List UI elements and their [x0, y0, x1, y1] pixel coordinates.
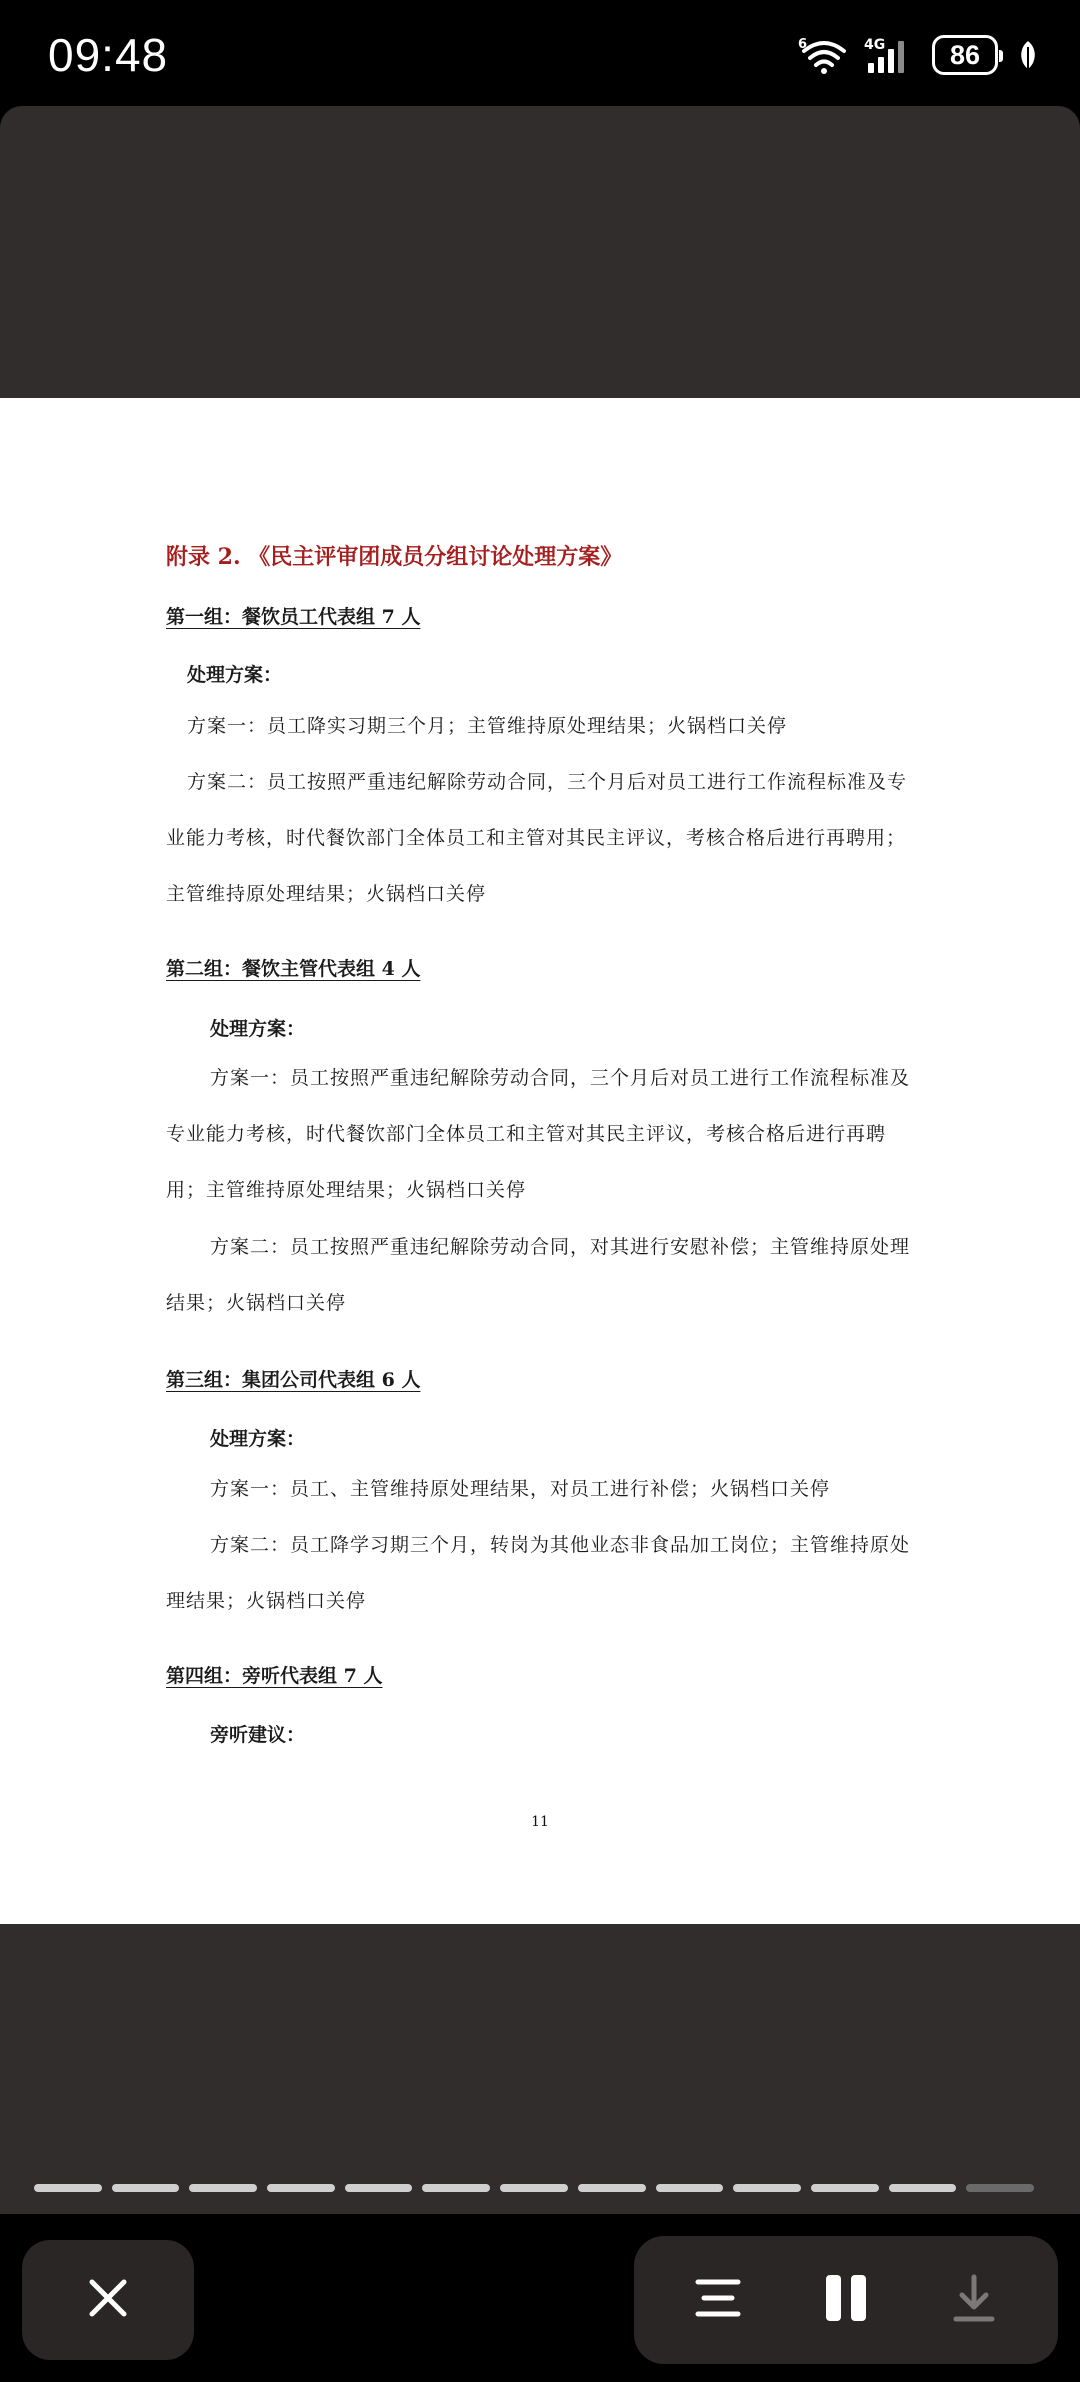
- page-number: 11: [531, 1814, 549, 1830]
- page-indicator-segment[interactable]: [811, 2184, 879, 2192]
- page-indicator[interactable]: [34, 2184, 1034, 2192]
- page-indicator-segment[interactable]: [422, 2184, 490, 2192]
- group-2-plan-1: 方案一：员工按照严重违纪解除劳动合同，三个月后对员工进行工作流程标准及专业能力考核，时代餐饮部门全体员工和主管对其民主评议，考核合格后进行再聘用；主管维持原处理结果；火锅档口关停: [166, 1067, 911, 1201]
- network-type: 4G: [864, 37, 886, 53]
- page-indicator-segment[interactable]: [578, 2184, 646, 2192]
- list-button[interactable]: [678, 2260, 758, 2340]
- status-icons: [798, 30, 1038, 80]
- page-indicator-segment[interactable]: [889, 2184, 957, 2192]
- page-indicator-segment[interactable]: [733, 2184, 801, 2192]
- document-page[interactable]: [0, 398, 1080, 1924]
- page-indicator-segment[interactable]: [267, 2184, 335, 2192]
- page-indicator-segment[interactable]: [189, 2184, 257, 2192]
- cellular-signal-icon: [864, 35, 918, 75]
- group-1-plan-1: 方案一：员工降实习期三个月；主管维持原处理结果；火锅档口关停: [187, 715, 788, 737]
- page-indicator-segment[interactable]: [500, 2184, 568, 2192]
- group-3-plan-2: 方案二：员工降学习期三个月，转岗为其他业态非食品加工岗位；主管维持原处理结果；火锅档口关停: [166, 1534, 911, 1612]
- download-icon: [950, 2273, 998, 2327]
- close-button[interactable]: [22, 2240, 194, 2360]
- page-indicator-segment[interactable]: [112, 2184, 180, 2192]
- page-indicator-segment[interactable]: [966, 2184, 1034, 2192]
- group-1-label: 处理方案：: [187, 664, 283, 686]
- group-3-plan-1: 方案一：员工、主管维持原处理结果，对员工进行补偿；火锅档口关停: [210, 1478, 831, 1500]
- page-indicator-segment[interactable]: [34, 2184, 102, 2192]
- playback-tools: [634, 2236, 1058, 2364]
- battery-icon: [932, 35, 998, 75]
- battery-level: 86: [949, 39, 981, 70]
- group-heading-1: 第一组：餐饮员工代表组 7 人: [166, 606, 421, 628]
- group-1-plan-2: 方案二：员工按照严重违纪解除劳动合同，三个月后对员工进行工作流程标准及专业能力考核，时代餐饮部门全体员工和主管对其民主评议，考核合格后进行再聘用；主管维持原处理结果；火锅档口关停: [166, 771, 908, 905]
- status-bar: [0, 0, 1080, 106]
- group-heading-3: 第三组：集团公司代表组 6 人: [166, 1369, 421, 1391]
- download-button[interactable]: [934, 2260, 1014, 2340]
- group-4-label: 旁听建议：: [210, 1724, 306, 1746]
- document-title: 附录 2. 《民主评审团成员分组讨论处理方案》: [166, 544, 623, 570]
- page-indicator-segment[interactable]: [656, 2184, 724, 2192]
- pause-button[interactable]: [806, 2260, 886, 2340]
- close-icon: [86, 2276, 130, 2324]
- wifi-icon: [798, 35, 850, 75]
- document-viewer[interactable]: [0, 106, 1080, 2214]
- group-2-plan-2: 方案二：员工按照严重违纪解除劳动合同，对其进行安慰补偿；主管维持原处理结果；火锅档口关停: [166, 1236, 911, 1314]
- leaf-icon: [1018, 39, 1038, 71]
- group-heading-2: 第二组：餐饮主管代表组 4 人: [166, 958, 421, 980]
- pause-icon: [822, 2273, 870, 2327]
- list-icon: [694, 2276, 742, 2324]
- group-2-label: 处理方案：: [210, 1018, 306, 1040]
- bottom-toolbar: [0, 2214, 1080, 2382]
- group-heading-4: 第四组：旁听代表组 7 人: [166, 1665, 383, 1687]
- wifi-badge: 6: [798, 37, 808, 52]
- status-time: 09:48: [48, 29, 169, 81]
- page-indicator-segment[interactable]: [345, 2184, 413, 2192]
- group-3-label: 处理方案：: [210, 1428, 306, 1450]
